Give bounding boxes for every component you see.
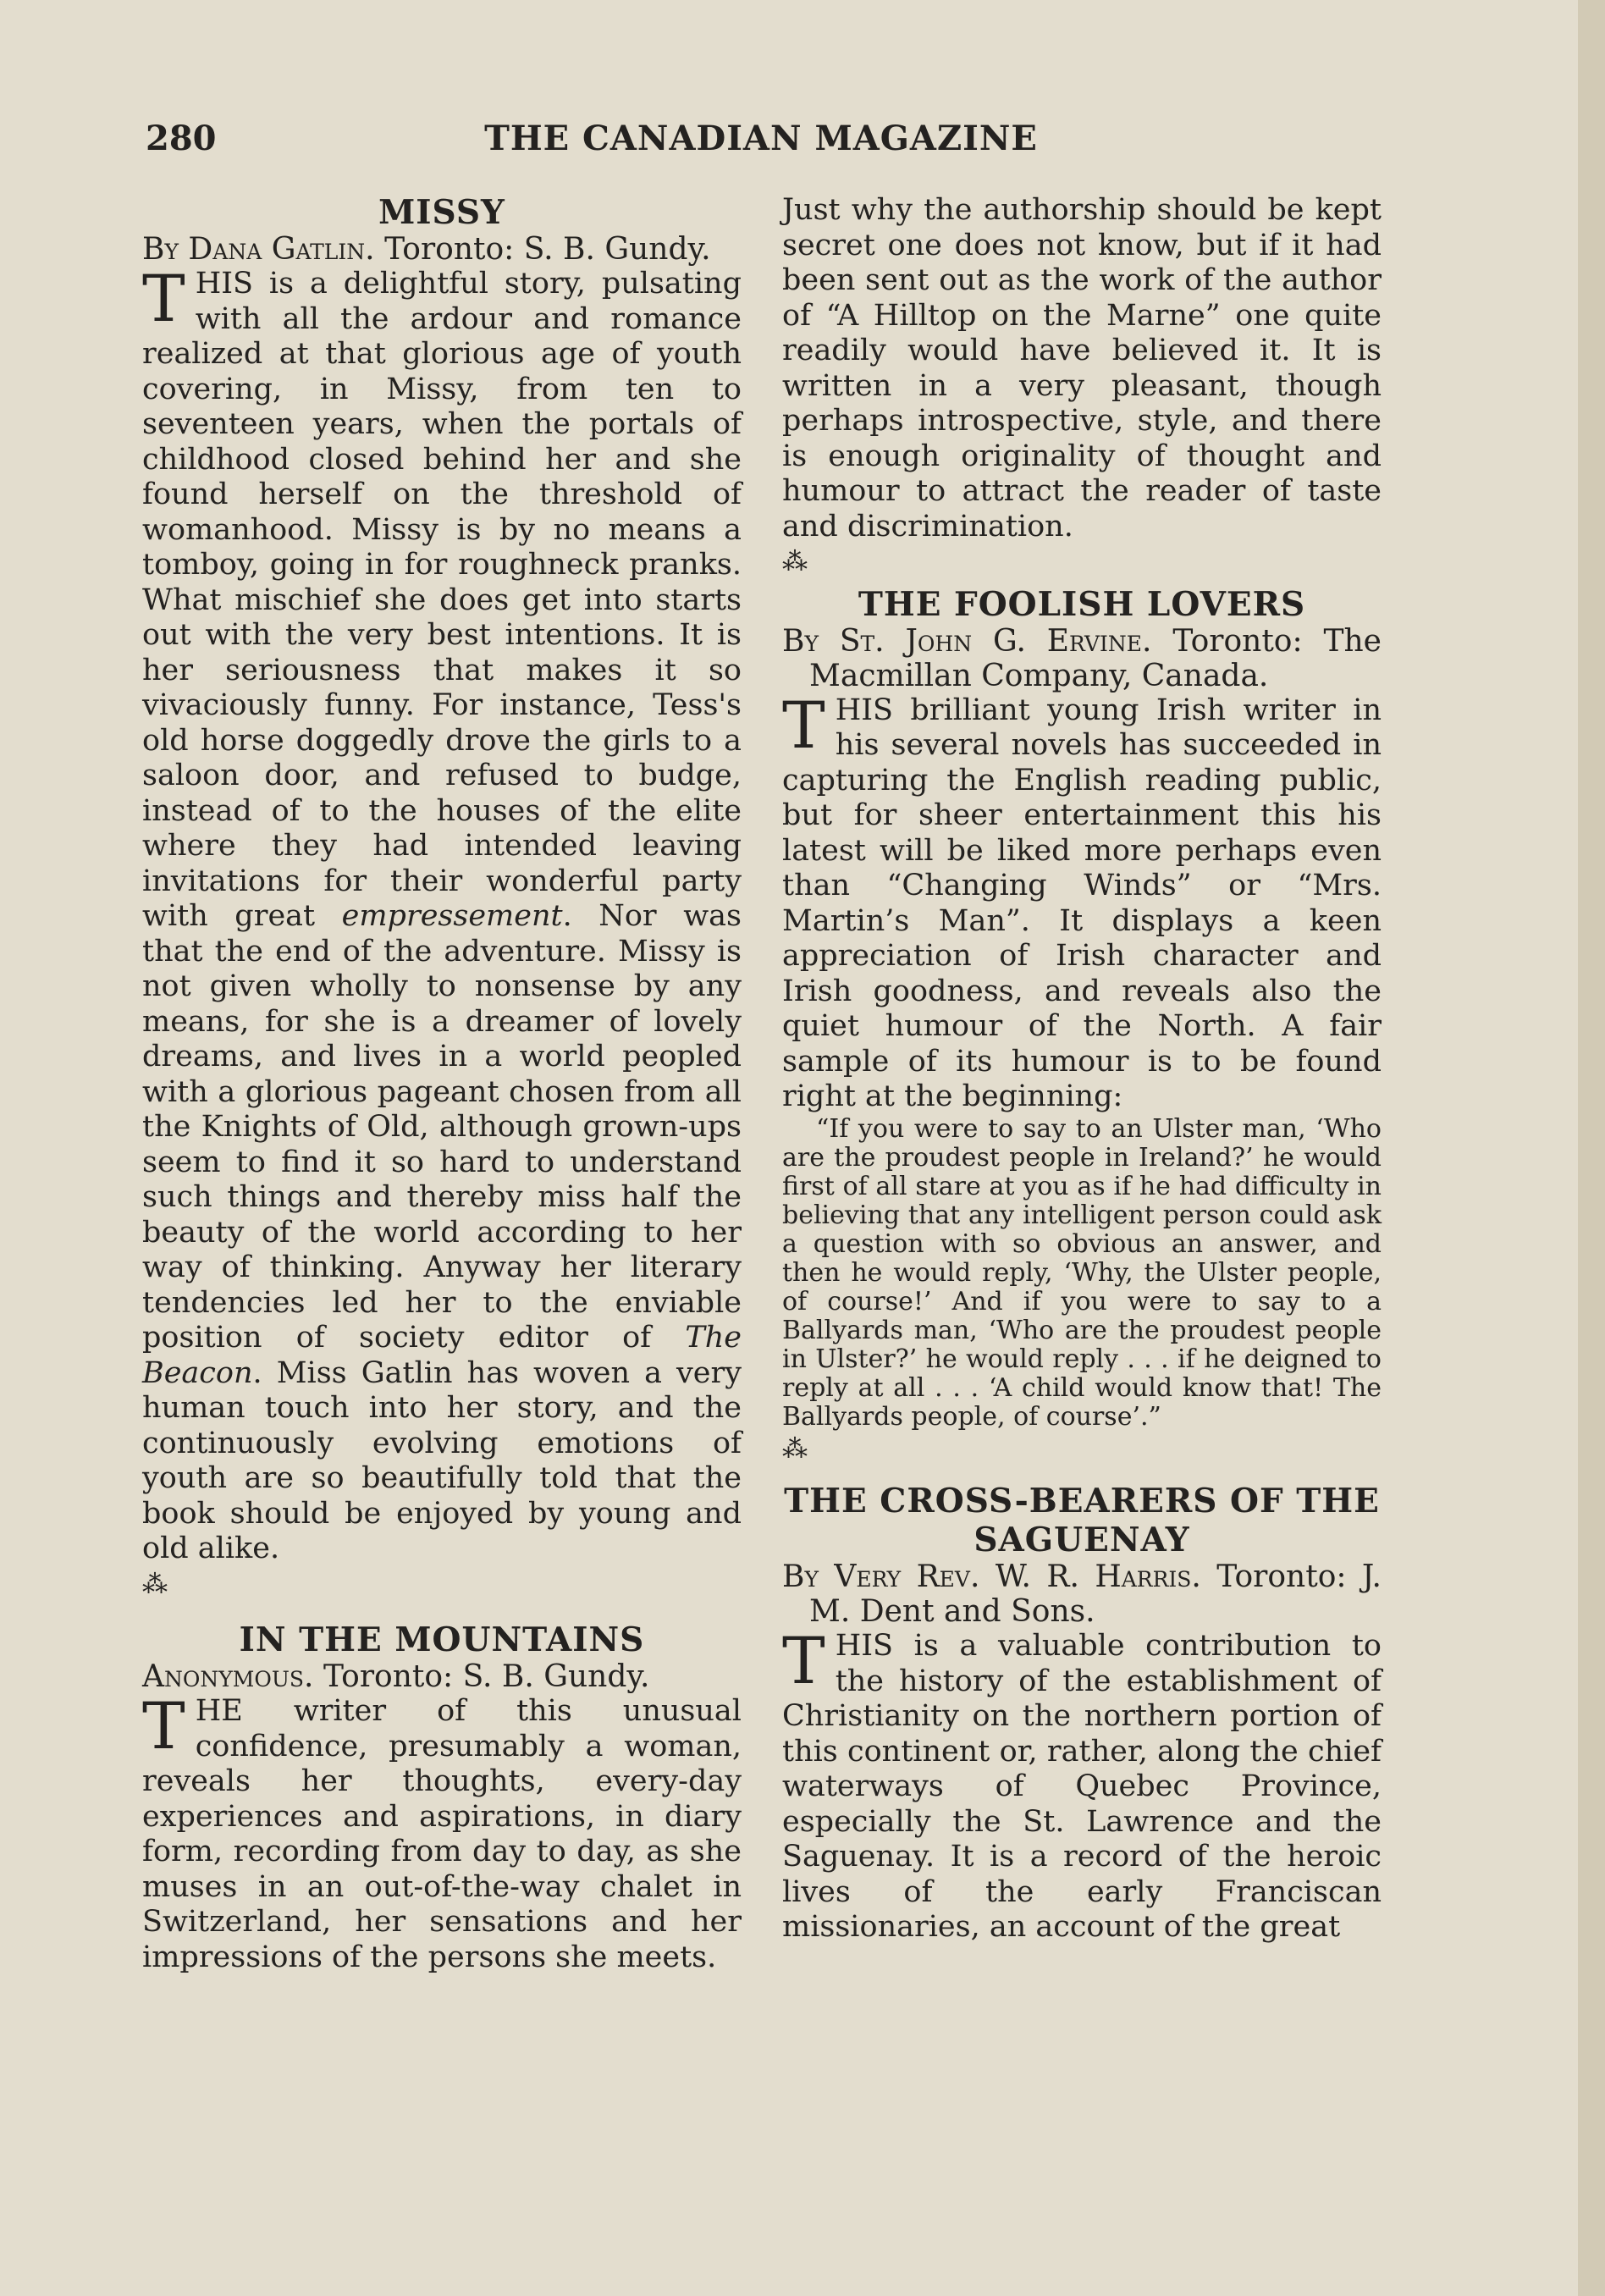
byline-publisher: Toronto: The Macmillan Company, Canada.: [809, 623, 1382, 693]
drop-cap: T: [782, 687, 825, 763]
left-column: [142, 193, 742, 1975]
section-separator-icon: ⁂: [782, 547, 808, 577]
byline-publisher: Toronto: J. M. Dent and Sons.: [809, 1559, 1382, 1629]
block-quote: “If you were to say to an Ulster man, ‘Who are the proudest people in Ireland?’ he would first of all stare at you as if he had difficulty in believing that any intelligent person could ask a question with so obvious an answer, and then he would reply, ‘Why, the Ulster people, of course!’ And if you were to say to a Ballyards man, ‘Who are the proudest people in Ulster?’ he would reply . . . if he deigned to reply at all . . . ‘A child would know that! The Ballyards people, of course’.”: [782, 1113, 1382, 1432]
title-line: SAGUENAY: [973, 1521, 1190, 1559]
review-title-mountains: IN THE MOUNTAINS: [239, 1620, 645, 1659]
review-body-foolish-lovers: [782, 687, 1382, 1115]
review-title-missy: MISSY: [378, 193, 505, 232]
body-text: HIS is a valuable contribution to the history of the establishment of Christianity on the northern portion of this continent or, rather, along the chief waterways of Quebec Province, especially the St. Lawrence and the Saguenay. It is a record of the heroic lives of the early Franciscan missionaries, an account of the great: [782, 1629, 1382, 1944]
body-text: HIS is a delightful story, pulsating with all the ardour and romance realized at that glorious age of youth covering, in Missy, from ten to seventeen years, when the portals of childhood closed behind her and she found herself on the threshold of womanhood. Missy is by no means a tomboy, going in for roughneck pranks. What mischief she does get into starts out with the very best intentions. It is her seriousness that makes it so vivaciously funny. For instance, Tess's old horse doggedly drove the girls to a saloon door, and refused to budge, instead of to the houses of the elite where they had intended leaving invitations for their wonderful party with great: [142, 267, 742, 933]
title-line: THE CROSS-BEARERS OF THE: [784, 1482, 1380, 1521]
byline-publisher: Toronto: S. B. Gundy.: [323, 1659, 650, 1694]
byline-author: Anonymous.: [142, 1659, 314, 1694]
byline-foolish-lovers: [782, 624, 1382, 693]
byline-mountains: [142, 1659, 742, 1694]
review-title-cross-bearers: [782, 1482, 1382, 1559]
review-body-cross-bearers: [782, 1623, 1382, 1946]
italic-word: empressement: [341, 899, 563, 933]
byline-missy: [142, 232, 742, 267]
body-text: HE writer of this unusual confidence, presumably a woman, reveals her thoughts, every-day experiences and aspirations, in diary form, recording from day to day, as she muses in an out-of-the-way chalet in Switzerland, her sensations and her impressions of the persons she meets.: [142, 1694, 742, 1974]
italic-publication: The Beacon: [142, 1321, 742, 1390]
section-separator-icon: ⁂: [142, 1569, 168, 1599]
page-edge-shadow: [1578, 0, 1605, 2296]
page-number: 280: [146, 119, 217, 158]
review-body-mountains-continued: Just why the authorship should be kept secret one does not know, but if it had been sent out as the work of the author of “A Hilltop on the Marne” one quite readily would have believed it. It is written in a very pleasant, though perhaps introspective, style, and there is enough originality of thought and humour to attract the reader of taste and discrimination.: [782, 193, 1382, 544]
review-body-mountains: [142, 1688, 742, 1975]
drop-cap: T: [142, 261, 185, 336]
drop-cap: T: [142, 1688, 185, 1763]
body-text: . Nor was that the end of the adventure. Missy is not given wholly to nonsense by any means, for she is a dreamer of lovely dreams, and lives in a world peopled with a glorious pageant chosen from all the Knights of Old, although grown-ups seem to find it so hard to understand such things and thereby miss half the beauty of the world according to her way of thinking. Anyway her literary tendencies led her to the enviable position of society editor of: [142, 899, 742, 1355]
body-text: HIS brilliant young Irish writer in his several novels has succeeded in capturing the English reading public, but for sheer entertainment this his latest will be liked more perhaps even than “Changing Winds” or “Mrs. Martin’s Man”. It displays a keen appreciation of Irish character and Irish goodness, and reveals also the quiet humour of the North. A fair sample of its humour is to be found right at the beginning:: [782, 693, 1382, 1113]
body-text: . Miss Gatlin has woven a very human touch into her story, and the continuously evolving emotions of youth are so beautifully told that the book should be enjoyed by young and old alike.: [142, 1355, 742, 1565]
byline-cross-bearers: [782, 1559, 1382, 1629]
page-header: [146, 119, 1376, 169]
drop-cap: T: [782, 1623, 825, 1698]
byline-publisher: Toronto: S. B. Gundy.: [384, 232, 711, 267]
running-title: THE CANADIAN MAGAZINE: [484, 119, 1038, 158]
review-title-foolish-lovers: THE FOOLISH LOVERS: [858, 584, 1306, 624]
right-column: [782, 193, 1382, 1946]
section-separator-icon: ⁂: [782, 1433, 808, 1464]
byline-author: By Very Rev. W. R. Harris.: [782, 1559, 1201, 1594]
byline-author: By Dana Gatlin.: [142, 232, 375, 267]
byline-author: By St. John G. Ervine.: [782, 623, 1152, 659]
review-body-missy: [142, 261, 742, 1567]
